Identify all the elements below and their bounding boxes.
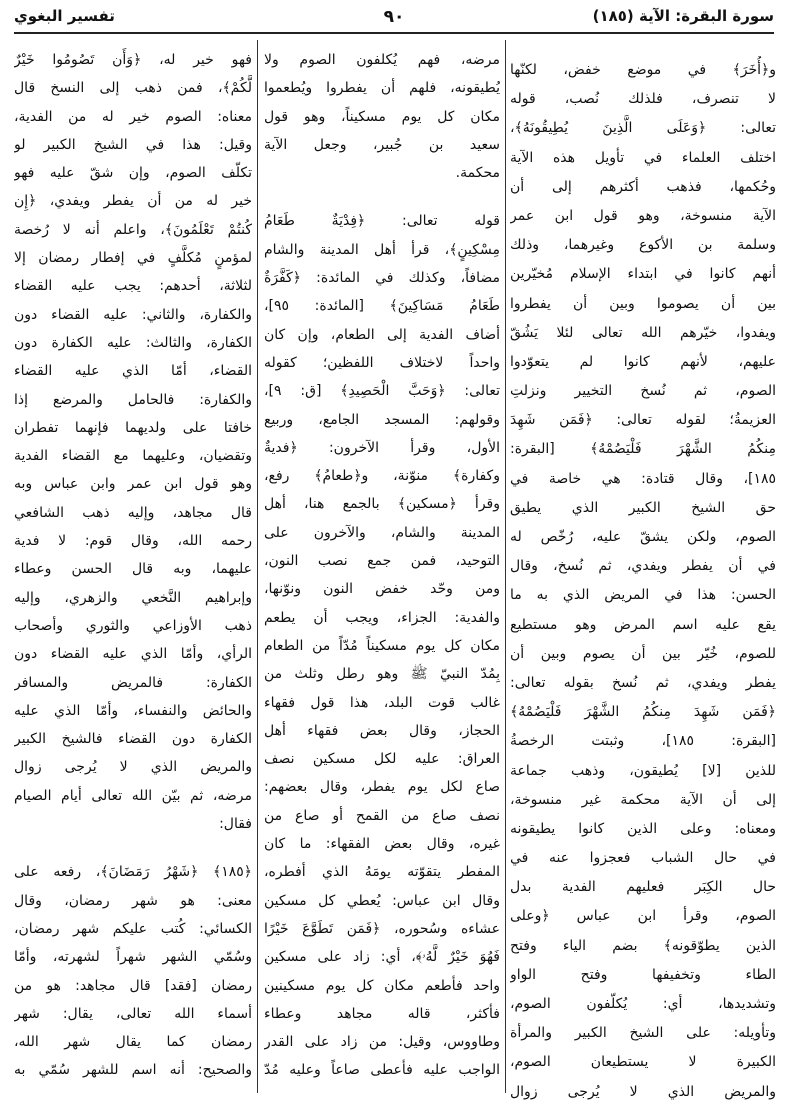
text-line: ﴿فَمَن شَهِدَ مِنكُمُ الشَّهْرَ فَلْيَصُمْهُ﴾ (510, 704, 776, 721)
text-line: وسلمة بن الأكوع وغيرهما، وذلك (510, 237, 776, 254)
text-line: ذهب الأوزاعي والثوري وأصحاب (14, 617, 252, 634)
text-line: يقع عليه اسم المرض وهو مستطيع (510, 616, 776, 633)
text-line: سعيد بن جُبير، وجعل الآية (264, 136, 500, 153)
text-line: أسماء الله تعالى، يقال: شهر (14, 1005, 252, 1022)
text-line: وقولهم: المسجد الجامع، وربيع (264, 411, 500, 428)
text-line: ومعناه: وعلى الذين كانوا يطيقونه (510, 820, 776, 837)
text-line: والصحيح: أنه اسم للشهر سُمّي به (14, 1062, 252, 1079)
text-line: أضاف الفدية إلى الطعام، وإن كان (264, 326, 500, 343)
text-line: الآية منسوخة، وهو قول ابن عمر (510, 207, 776, 224)
text-line: فهو خير له، ﴿وَأَن تَصُومُوا خَيْرٌ (14, 52, 252, 68)
text-line: التوحيد، فمن جمع نصب النون، (264, 553, 500, 570)
text-line: القضاء، أمّا الذي عليه القضاء (14, 363, 252, 380)
text-line: إلى أن الآية محكمة غير منسوخة، (510, 791, 776, 808)
text-line: وقرأ ﴿مسكين﴾ بالجمع هنا، أهل (264, 496, 500, 513)
text-line: الحجاز، وقال بعض فقهاء أهل (264, 722, 500, 739)
text-line: و﴿أُخَرَ﴾ في موضع خفض، لكنّها (510, 62, 776, 78)
text-line: الصوم، ثم نُسخ التخيير ونزلتِ (510, 383, 776, 400)
text-line: الكسائي: كُتب عليكم شهر رمضان، (14, 920, 252, 937)
text-line: والحائض والنفساء، وأمّا الذي عليه (14, 702, 252, 719)
text-line: الكبيرة لا يستطيعان الصوم، (510, 1054, 776, 1071)
paragraph-gap (14, 838, 252, 858)
text-line: لا تنصرف، فلذلك نُصب، قوله (510, 91, 776, 108)
text-line: وإبراهيم النَّخعي والزهري، وإليه (14, 589, 252, 606)
text-line: وقيل: هذا في الشيخ الكبير لو (14, 136, 252, 153)
text-line: وتقضيان، وعليهما مع القضاء الفدية (14, 448, 252, 465)
text-line: والمريض الذي لا يُرجى زوال (14, 759, 252, 776)
column-divider (505, 40, 506, 1093)
text-line: الصوم، ولكن يشقّ عليه، رُخّص له (510, 529, 776, 545)
text-line: فقال: (219, 816, 252, 833)
text-line: الواجب عليه فأعطى صاعاً وعليه مُدّ (264, 1062, 500, 1079)
text-line: غيره، وقال بعض الفقهاء: ما كان (264, 836, 500, 853)
text-line: قال مجاهد، وإليه ذهب الشافعي (14, 504, 252, 521)
text-line: الكفارة دون القضاء فالشيخ الكبير (14, 731, 252, 748)
text-line: الرأي، وأمّا الذي عليه القضاء دون (14, 646, 252, 663)
text-line: ١٨٥]، وقال قتادة: هي خاصة في (510, 470, 776, 487)
text-line: [البقرة: ١٨٥]، وثبتت الرخصةُ (510, 733, 776, 750)
text-line: العراق: عليه لكل مسكين نصف (264, 751, 500, 768)
text-line: رمضان [فقد] قال مجاهد: هو من (14, 977, 252, 994)
text-line: عشاءه وسُحوره، ﴿فَمَن تَطَوَّعَ خَيْرًا (264, 920, 500, 937)
text-line: وكفارة﴾ منوّنة، و﴿طعامُ﴾ رفع، (264, 468, 500, 485)
text-line: للذين [لا] يُطيقون، وذهب جماعة (510, 762, 776, 779)
text-line: لمؤمنٍ مُكلَّفٍ في إفطار رمضان إلا (14, 250, 252, 267)
text-line: والمريض الذي لا يُرجى زوال (510, 1083, 776, 1100)
text-line: الكفارة: فالمريض والمسافر (14, 674, 252, 691)
text-line: الكفارة، والثالث: عليه الكفارة دون (14, 334, 252, 351)
text-line: مِنكُمُ الشَّهْرَ فَلْيَصُمْهُ﴾ [البقرة: (510, 441, 776, 458)
text-line: وسُمّي الشهر شهراً لشهرته، وأمّا (14, 949, 252, 966)
text-line: رحمه الله، وقال قوم: لا فدية (14, 533, 252, 550)
text-line: والكفارة: فالحامل والمرضع إذا (14, 391, 252, 408)
text-line: ﴿١٨٥﴾ ﴿شَهْرُ رَمَضَانَ﴾، رفعه على (14, 864, 252, 881)
text-line: للصوم، خُيّر بين أن يصوم وبين أن (510, 645, 776, 662)
text-line: قوله تعالى: ﴿فِدْيَةٌ طَعَامُ (264, 213, 500, 230)
text-line: صاع لكل يوم يفطر، وقال بعضهم: (264, 779, 500, 796)
text-line: واحداً لاختلاف اللفظين؛ كقوله (264, 354, 500, 371)
text-line: وتشديدها، أي: يُكلّفون الصوم، (510, 996, 776, 1012)
text-line: محكمة. (455, 165, 500, 182)
text-line: وقال ابن عباس: يُعطي كل مسكين (264, 892, 500, 909)
text-line: معناه: الصوم خير له من الفدية، (14, 108, 252, 125)
text-line: تعالى: ﴿وَعَلَى الَّذِينَ يُطِيقُونَهُ﴾، (510, 120, 776, 137)
text-line: عليهم، لأنهم كانوا لم يتعوّدوا (510, 353, 776, 370)
text-line: في حال الشباب فعجزوا عنه في (510, 850, 776, 867)
text-line: يفطر ويفدي، ثم نُسخ بقوله تعالى: (510, 674, 776, 691)
text-line: وتأويله: على الشيخ الكبير والمرأة (510, 1025, 776, 1042)
text-line: واحد فأطعم مكان كل يوم مسكينين (264, 977, 500, 994)
text-line: في أن يفطر ويفدي، ثم نُسخ، وقال (510, 558, 776, 575)
text-line: خير له من أن يفطر ويفدي، ﴿إِن (14, 193, 252, 210)
text-line: مضافاً، وكذلك في المائدة: ﴿كَفَّرَةٌ (264, 270, 500, 287)
text-line: مرضه، ثم بيّن الله تعالى أيام الصيام (14, 787, 252, 804)
text-line: مِسْكِينٍ﴾، قرأ أهل المدينة والشام (264, 241, 500, 258)
text-line: لثلاثة، أحدهم: يجب عليه القضاء (14, 278, 252, 295)
text-line: تكلّف الصوم، وإن شقّ عليه فهو (14, 165, 252, 182)
text-line: معنى: هو شهر رمضان، وقال (14, 892, 252, 909)
text-line: مكان كل يوم مسكيناً مُدّاً من الطعام (264, 637, 500, 654)
text-line: يُطيقونه، فلهم أن يفطروا ويُطعموا (264, 80, 500, 97)
text-line: الطاء وتخفيفها وفتح الواو (510, 966, 776, 983)
text-line: لَّكُمْ﴾، فمن ذهب إلى النسخ قال (14, 80, 252, 97)
column-divider (257, 40, 258, 1093)
text-line: وحُكمها، فذهب أكثرهم إلى أن (510, 178, 776, 195)
page-header (14, 4, 774, 34)
text-line: ويفدوا، خيّرهم الله تعالى لئلا يَشُقّ (510, 324, 776, 341)
text-line: المدينة والشام، والآخرون على (264, 524, 500, 541)
text-line: فَهُوَ خَيْرٌ لَّهُۥ﴾، أي: زاد على مسكين (264, 949, 500, 966)
text-line: مكان كل يوم مسكيناً، وهو قول (264, 108, 500, 125)
text-line: خافتا على ولديهما فإنهما تفطران (14, 419, 252, 436)
text-line: فأكثر، قاله مجاهد وعطاء (264, 1005, 500, 1022)
text-line: الصوم، وقرأ ابن عباس ﴿وعلى (510, 908, 776, 925)
text-column-left (14, 46, 252, 1085)
text-line: تعالى: ﴿وَحَبَّ الْحَصِيدِ﴾ [ق: ٩]، (264, 383, 500, 400)
text-line: كُنتُمْ تَعْلَمُونَ﴾، واعلم أنه لا رُخصة (14, 221, 252, 238)
text-line: وطاووس، وقيل: من زاد على القدر (264, 1034, 500, 1051)
text-column-middle (264, 46, 500, 1085)
text-line: طَعَامُ مَسَاكِينَ﴾ [المائدة: ٩٥]، (264, 298, 500, 315)
text-line: حال الكِبَر فعليهم الفدية بدل (510, 879, 776, 896)
text-line: والكفارة، والثاني: عليه القضاء دون (14, 306, 252, 323)
text-line: بِمُدّ النبيّ ﷺ وهو رطل وثلث من (264, 666, 500, 683)
text-line: بين أن يصوموا وبين أن يفطروا (510, 295, 776, 312)
text-line: الذين يطوّقونه﴾ بضم الياء وفتح (510, 937, 776, 954)
text-line: غالب قوت البلد، هذا قول فقهاء (264, 694, 500, 711)
text-line: وهو قول ابن عمر وابن عباس وبه (14, 476, 252, 493)
text-line: المفطر يتقوّته يومَهُ الذي أفطره، (264, 864, 500, 881)
text-line: ومن وحّد خفض النون ونوّنها، (264, 581, 500, 598)
surah-verse-label: سورة البقرة: الآية (١٨٥) (592, 7, 774, 25)
text-line: حق الشيخ الكبير الذي يطيق (510, 499, 776, 516)
text-line: العزيمةُ؛ لقوله تعالى: ﴿فَمَن شَهِدَ (510, 412, 776, 429)
text-column-right (510, 56, 776, 1107)
text-line: اختلف العلماء في تأويل هذه الآية (510, 149, 776, 166)
text-line: عليهما، وبه قال الحسن وعطاء (14, 561, 252, 578)
text-line: نصف صاع من القمح أو صاع من (264, 807, 500, 824)
text-line: رمضان كما يقال شهر الله، (14, 1034, 252, 1051)
text-line: أنهم كانوا في ابتداء الإسلام مُخيّرين (510, 266, 776, 283)
paragraph-gap (264, 187, 500, 207)
text-line: الأول، وقرأ الآخرون: ﴿فديةٌ (264, 439, 500, 456)
page-number: ٩٠ (383, 7, 405, 27)
book-title: تفسير البغوي (14, 7, 115, 25)
text-line: الحسن: هذا في المريض الذي به ما (510, 587, 776, 604)
text-line: والفدية: الجزاء، ويجب أن يطعم (264, 609, 500, 626)
text-line: مرضه، فهم يُكلفون الصوم ولا (264, 52, 500, 68)
